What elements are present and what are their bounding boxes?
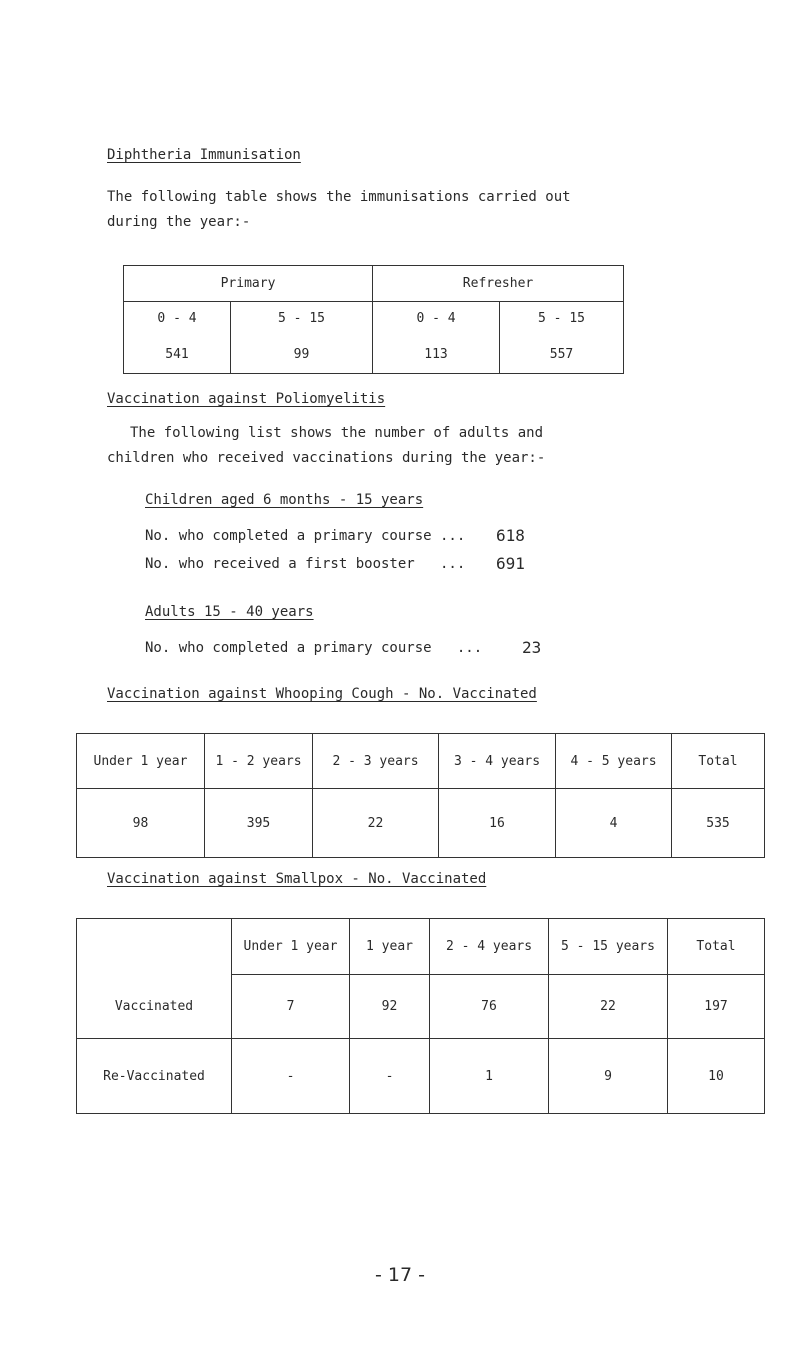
whooping-value-cell: 98	[77, 789, 205, 858]
diphtheria-group-refresher: Refresher	[373, 266, 624, 302]
diphtheria-value-cell: 113	[373, 336, 500, 374]
smallpox-row-label: Vaccinated	[77, 975, 232, 1039]
smallpox-value-cell: 22	[549, 975, 668, 1039]
smallpox-value-cell: 1	[430, 1039, 549, 1114]
smallpox-value-cell: 76	[430, 975, 549, 1039]
smallpox-heading: Vaccination against Smallpox - No. Vaccinated	[107, 871, 487, 887]
whooping-header-cell: 3 - 4 years	[439, 734, 556, 789]
whooping-table	[76, 733, 765, 858]
smallpox-header-cell: Under 1 year	[232, 919, 350, 975]
smallpox-table	[76, 918, 765, 1114]
whooping-header-cell: 4 - 5 years	[556, 734, 672, 789]
diphtheria-table	[123, 265, 624, 374]
polio-intro-line2: children who received vaccinations during the year:-	[107, 450, 546, 466]
diphtheria-age-cell: 0 - 4	[124, 302, 231, 336]
polio-adults-primary-label: No. who completed a primary course ...	[145, 640, 483, 656]
smallpox-row-label: Re-Vaccinated	[77, 1039, 232, 1114]
smallpox-header-cell: 1 year	[350, 919, 430, 975]
polio-children-primary-value: 618	[496, 526, 525, 545]
smallpox-header-cell: 5 - 15 years	[549, 919, 668, 975]
diphtheria-group-primary: Primary	[124, 266, 373, 302]
smallpox-value-cell: 197	[668, 975, 765, 1039]
whooping-header-cell: 1 - 2 years	[205, 734, 313, 789]
diphtheria-value-cell: 541	[124, 336, 231, 374]
diphtheria-age-cell: 5 - 15	[231, 302, 373, 336]
polio-adults-primary-value: 23	[522, 638, 542, 657]
whooping-header-cell: Total	[672, 734, 765, 789]
smallpox-header-cell: 2 - 4 years	[430, 919, 549, 975]
smallpox-corner-cell	[77, 919, 232, 975]
diphtheria-heading: Diphtheria Immunisation	[107, 147, 301, 163]
diphtheria-value-cell: 557	[500, 336, 624, 374]
polio-children-primary-label: No. who completed a primary course ...	[145, 528, 466, 544]
whooping-heading: Vaccination against Whooping Cough - No. Vaccinated	[107, 686, 537, 702]
whooping-header-cell: Under 1 year	[77, 734, 205, 789]
whooping-value-cell: 4	[556, 789, 672, 858]
whooping-value-cell: 22	[313, 789, 439, 858]
smallpox-value-cell: -	[232, 1039, 350, 1114]
polio-heading: Vaccination against Poliomyelitis	[107, 391, 386, 407]
polio-children-booster-label: No. who received a first booster ...	[145, 556, 466, 572]
diphtheria-value-cell: 99	[231, 336, 373, 374]
polio-adults-heading: Adults 15 - 40 years	[145, 604, 314, 620]
smallpox-value-cell: 9	[549, 1039, 668, 1114]
diphtheria-intro-line1: The following table shows the immunisations carried out	[107, 189, 571, 205]
diphtheria-intro-line2: during the year:-	[107, 214, 251, 230]
whooping-value-cell: 395	[205, 789, 313, 858]
whooping-value-cell: 16	[439, 789, 556, 858]
diphtheria-age-cell: 0 - 4	[373, 302, 500, 336]
polio-children-heading: Children aged 6 months - 15 years	[145, 492, 424, 508]
smallpox-header-cell: Total	[668, 919, 765, 975]
smallpox-value-cell: 10	[668, 1039, 765, 1114]
smallpox-value-cell: 7	[232, 975, 350, 1039]
page-number: - 17 -	[375, 1264, 425, 1286]
polio-intro-line1: The following list shows the number of adults and	[130, 425, 544, 441]
smallpox-value-cell: 92	[350, 975, 430, 1039]
whooping-header-cell: 2 - 3 years	[313, 734, 439, 789]
diphtheria-age-cell: 5 - 15	[500, 302, 624, 336]
whooping-value-cell: 535	[672, 789, 765, 858]
polio-children-booster-value: 691	[496, 554, 525, 573]
smallpox-value-cell: -	[350, 1039, 430, 1114]
